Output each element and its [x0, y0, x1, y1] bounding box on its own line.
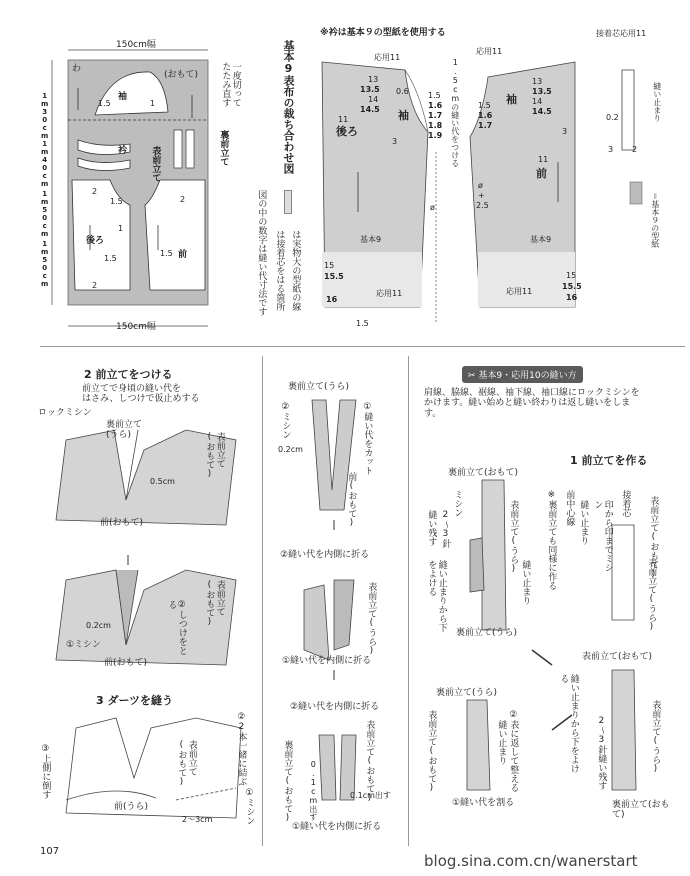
fold-in-3: ①縫い代を内側に折る — [292, 822, 382, 832]
pattern-panel — [310, 22, 690, 342]
fold-in-step: ①縫い代を内側に折る — [282, 656, 372, 666]
hem-r2: 15.5 — [562, 282, 582, 291]
misc-2: 3 — [392, 137, 398, 146]
pattern-note: ※衿は基本９の型紙を使用する — [320, 28, 446, 38]
watermark: blog.sina.com.cn/wanerstart — [424, 852, 638, 870]
interfacing-label: 接着芯 — [620, 490, 631, 517]
ouyou11-e: 応用11 — [506, 287, 533, 296]
ouyou11-c: 応用11 — [620, 29, 647, 38]
back-facing-omote: 裏前立て(おもて) — [448, 468, 519, 478]
misc-4: 3 — [608, 145, 614, 154]
machine-label: ①ミシン — [244, 788, 255, 825]
back-facing-omote: 裏前立て(おもて) — [282, 740, 293, 823]
sa-5: 1 — [118, 224, 124, 233]
fold-note: 一度切って たたみ直す — [220, 62, 241, 107]
step3-panel — [36, 688, 260, 848]
omote-label: (おもて) — [164, 70, 199, 80]
title-block — [250, 40, 310, 340]
lock-label: ロックミシン — [38, 408, 92, 418]
page-number: 107 — [40, 846, 60, 857]
machine-label: ②ミシン — [280, 402, 291, 439]
sa-2: 1 — [150, 99, 156, 108]
front-facing-ura: 表前立て(うら) — [366, 582, 377, 656]
front-facing-label: 表前立て (おもて) — [176, 740, 197, 787]
fold-up-label: ③上側に倒す — [40, 744, 51, 799]
front-ura-label: 前(うら) — [114, 802, 149, 812]
back-facing-omote-2: 裏前立て(おもて) — [612, 800, 670, 821]
sleeve-label: 袖 — [118, 92, 128, 102]
height-4: 1m50cm — [40, 240, 49, 288]
num-r2: 13.5 — [532, 87, 552, 96]
front-facing-ura-2: 表前立て(うら) — [646, 558, 657, 632]
ouyou11-d: 応用11 — [376, 289, 403, 298]
interfacing-label: 接着芯 — [596, 29, 620, 38]
fold-in-2: ②縫い代を内側に折る — [290, 702, 380, 712]
measure-label: 0.2cm — [278, 445, 303, 454]
hem-l3: 16 — [326, 295, 338, 304]
machine-label: ①ミシン — [66, 640, 101, 650]
front-facing-omote: 表前立て(おもて) — [648, 496, 659, 579]
misc-6: 0.2 — [606, 113, 619, 122]
machine-label: ミシン — [452, 490, 463, 517]
front-facing-ura: 表前立て(うら) — [508, 500, 519, 574]
measure-3: 0.1cm出す — [350, 791, 391, 800]
range-label: 2〜3cm — [182, 815, 213, 824]
stop-below: 縫い止まりから下をよける — [558, 674, 579, 773]
cut-sa-label: ①縫い代を割る — [452, 798, 515, 808]
sa-1: 1.5 — [98, 99, 111, 108]
mid-2: 1.5 — [428, 91, 441, 100]
step2-panel — [36, 360, 260, 680]
sew-left-2: 2〜3針縫い残す — [596, 716, 607, 790]
sleeve-l: 袖 — [398, 109, 409, 122]
sleeve-r: 袖 — [506, 93, 517, 106]
hem-r1: 15 — [566, 271, 577, 280]
height-2: 1m40cm — [40, 140, 49, 188]
sew-guide-panel — [412, 360, 690, 850]
front-label: 前 — [178, 250, 188, 260]
stop-3: 縫い止まり — [496, 720, 507, 765]
misc-5: 2 — [632, 145, 638, 154]
kihon9-b: 基本9 — [530, 235, 552, 244]
mid2-1: 1.5 — [478, 101, 491, 110]
misc-7: ø — [478, 181, 483, 190]
note-same: ※裏前立ても同様に作る — [546, 490, 557, 590]
misc-3: 3 — [562, 127, 568, 136]
front-label: 前 — [536, 167, 547, 180]
step2-desc: 前立てで身頃の縫い代を はさみ、しつけで仮止めする — [82, 384, 200, 405]
middle-panel — [264, 360, 408, 850]
measure2-label: 0.2cm — [86, 621, 111, 630]
divider-v1 — [262, 356, 263, 846]
cut-label: ①縫い代をカット — [362, 402, 373, 475]
step3-drawing — [36, 688, 260, 848]
hem-r3: 16 — [566, 293, 578, 302]
sa-4: 1.5 — [110, 197, 123, 206]
stop-2: 縫い止まり — [578, 500, 589, 545]
num-l5: 11 — [338, 115, 349, 124]
step3-title: 3 ダーツを縫う — [96, 694, 174, 707]
kihon9-a: 基本9 — [360, 235, 382, 244]
height-3: 1m50cm — [40, 190, 49, 238]
misc-10: ø — [430, 203, 435, 212]
back-facing-label: 裏前立て — [218, 130, 229, 166]
divider-horizontal — [40, 346, 685, 347]
mid-4: 1.7 — [428, 111, 443, 120]
sa-8: 1.5 — [160, 249, 173, 258]
num-r3: 14 — [532, 97, 543, 106]
fold-label: わ — [72, 64, 82, 74]
sa-7: 1.5 — [104, 254, 117, 263]
legend-2: は接着芯をはる箇所 — [274, 230, 285, 311]
misc-8: + — [478, 191, 485, 200]
measure-2: 0.1cm出す — [308, 760, 318, 821]
front-facing-label: 表前立て — [150, 146, 161, 182]
front-facing-ura-3: 表前立て(うら) — [650, 700, 661, 774]
mark-label: 印から印までミシン — [592, 500, 613, 572]
mid-5: 1.8 — [428, 121, 443, 130]
back-label: 後ろ — [86, 236, 105, 246]
stop-label: 縫い止まり — [520, 560, 531, 605]
width-label-top: 150cm幅 — [116, 40, 156, 50]
mid-3: 1.6 — [428, 101, 443, 110]
sew-guide-desc: 肩線、脇線、裾線、袖下線、袖口線にロックミシンをかけます。縫い始めと縫い終わりは返し縫いをします。 — [424, 388, 640, 419]
num-l3: 14 — [368, 95, 379, 104]
cutting-layout-drawing — [0, 0, 250, 345]
to-stop-label: 縫い止まりから下をよける — [426, 560, 447, 632]
height-1: 1m30cm — [40, 92, 49, 140]
kihon9-pattern: ＝基本９の型紙 — [650, 192, 660, 248]
divider-v2 — [408, 356, 409, 846]
hem-l2: 15.5 — [324, 272, 344, 281]
legend-1: は実物大の型紙の線 — [290, 230, 301, 311]
front-facing-omote: 表前立て(おもて) — [364, 720, 375, 803]
sa-6: 2 — [180, 195, 186, 204]
tie-label: ②2本一緒に結ぶ — [236, 712, 247, 786]
num-r1: 13 — [532, 77, 543, 86]
mid-6: 1.9 — [428, 131, 443, 140]
sew-guide-header: ✂ 基本9・応用10の縫い方 — [462, 366, 583, 383]
back-facing-ura: 裏前立て(うら) — [288, 382, 350, 392]
cutting-layout — [0, 0, 250, 345]
sa-note: 1.5cmの縫い代をつける — [450, 58, 460, 167]
num-r4: 14.5 — [532, 107, 552, 116]
range-label: 2〜3針 — [440, 510, 451, 548]
mid2-3: 1.7 — [478, 121, 493, 130]
pattern-drawing — [310, 22, 690, 342]
ouyou11-a: 応用11 — [374, 53, 401, 62]
layout-title: 基本9表布の裁ち合わせ図 — [282, 40, 295, 174]
interfacing-swatch — [284, 190, 292, 214]
front-facing-label: 表前立て (おもて) — [204, 432, 225, 479]
num-r5: 11 — [538, 155, 549, 164]
step2-title: 2 前立てをつける — [84, 368, 173, 381]
front-omote-label-2: 前(おもて) — [104, 658, 148, 668]
stop-note: 縫い止まり — [652, 82, 662, 122]
back-facing-label: 裏前立て (うら) — [106, 420, 143, 441]
front-omote: 前(おもて) — [346, 472, 357, 528]
collar-label: 衿 — [118, 146, 128, 156]
measure-label: 0.5cm — [150, 477, 175, 486]
step1-title: 1 前立てを作る — [570, 454, 648, 467]
num-l2: 13.5 — [360, 85, 380, 94]
num-l4: 14.5 — [360, 105, 380, 114]
sa-3: 2 — [92, 187, 98, 196]
front-facing-omote-2: 表前立て(おもて) — [582, 652, 653, 662]
front-facing-label-2: 表前立て (おもて) — [204, 580, 225, 627]
legend-3: 図の中の数字は縫い代寸法です — [256, 190, 267, 316]
fold-in-label: ②縫い代を内側に折る — [280, 550, 370, 560]
ouyou11-b: 応用11 — [476, 47, 503, 56]
width-label-bottom: 150cm幅 — [116, 322, 156, 332]
back-label: 後ろ — [336, 125, 358, 138]
sew-guide-header-text: 基本9・応用10の縫い方 — [478, 371, 577, 381]
sa-9: 2 — [92, 281, 98, 290]
baste-label: ②しつけをとる — [166, 600, 187, 655]
turn-label: ②表に返して整える — [508, 710, 519, 792]
front-omote-label: 前(おもて) — [100, 518, 144, 528]
sew-left-label: 縫い残す — [426, 510, 437, 546]
misc-9: 2.5 — [476, 201, 489, 210]
misc-1: 1.5 — [356, 319, 369, 328]
hem-l1: 15 — [324, 261, 335, 270]
back-facing-ura-2: 裏前立て(うら) — [436, 688, 498, 698]
mid-1: 0.6 — [396, 87, 409, 96]
num-l1: 13 — [368, 75, 379, 84]
back-facing-ura: 裏前立て(うら) — [456, 628, 518, 638]
front-facing-omote-3: 表前立て(おもて) — [426, 710, 437, 793]
center-line: 前中心線 — [564, 490, 575, 526]
mid2-2: 1.6 — [478, 111, 493, 120]
